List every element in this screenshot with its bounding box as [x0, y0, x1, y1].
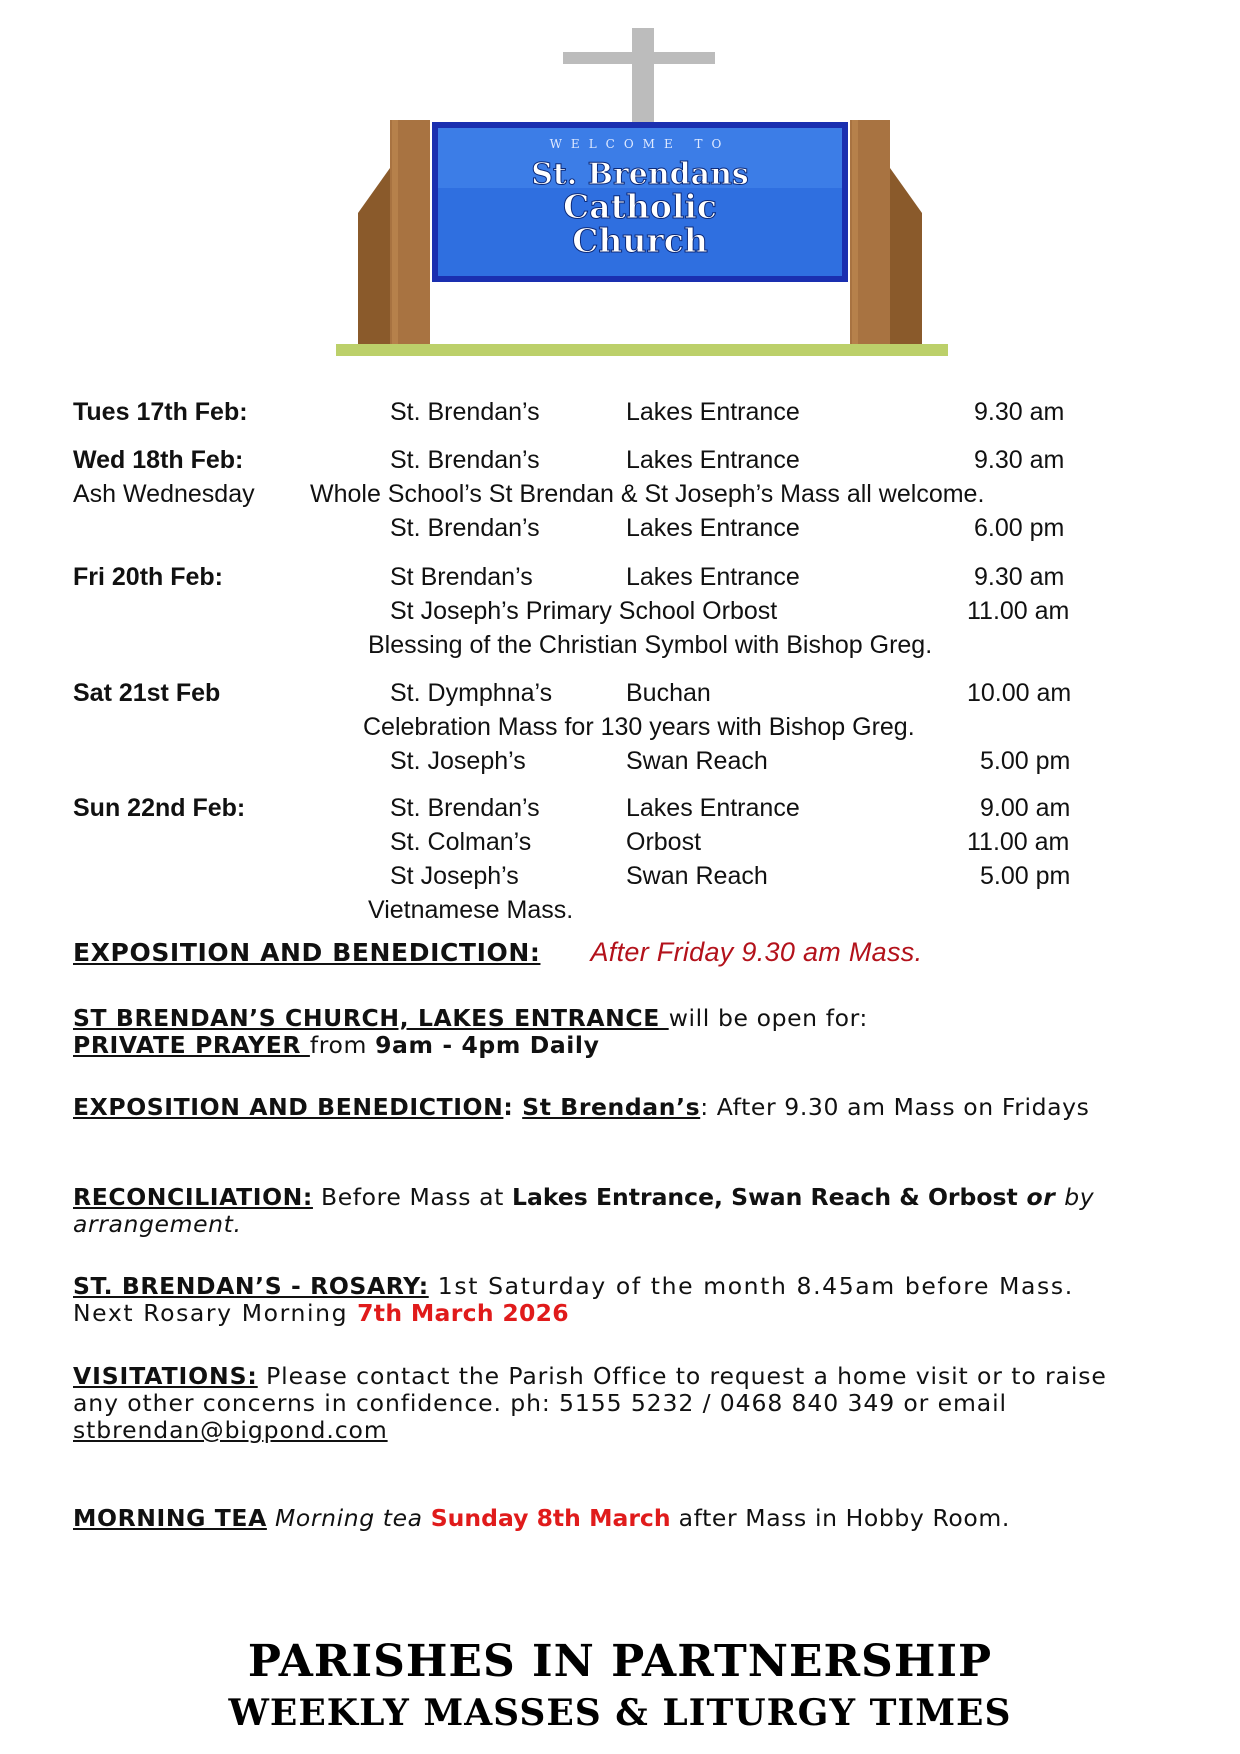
cross-horizontal — [563, 52, 715, 64]
schedule-place: Lakes Entrance — [626, 398, 800, 426]
email-link[interactable]: stbrendan@bigpond.com — [73, 1416, 388, 1444]
notice-heading: VISITATIONS: — [73, 1362, 258, 1390]
schedule-day: Tues 17th Feb: — [73, 398, 248, 426]
notice-heading: ST BRENDAN’S CHURCH, LAKES ENTRANCE — [73, 1004, 669, 1032]
schedule-feast: Ash Wednesday — [73, 480, 255, 508]
notice-morning-tea — [73, 1505, 1173, 1532]
sign-line3: Church — [572, 221, 708, 260]
schedule-place: Lakes Entrance — [626, 563, 800, 591]
schedule-time: 11.00 am — [967, 597, 1070, 625]
schedule-time: 5.00 pm — [980, 747, 1071, 775]
schedule-day: Sat 21st Feb — [73, 679, 221, 707]
schedule-church: St. Brendan’s — [390, 514, 540, 542]
schedule-church: St Brendan’s — [390, 563, 533, 591]
notice-heading: PRIVATE PRAYER — [73, 1031, 310, 1059]
schedule-church: St Joseph’s — [390, 862, 519, 890]
left-post-back — [358, 168, 390, 344]
schedule-time: 9.30 am — [974, 563, 1065, 591]
notice-rosary — [73, 1273, 1173, 1327]
notice-highlight: After Friday 9.30 am Mass. — [590, 937, 923, 967]
schedule-place: Orbost — [626, 828, 702, 856]
notice-heading: RECONCILIATION: — [73, 1183, 313, 1211]
schedule-time: 6.00 pm — [974, 514, 1065, 542]
schedule-church: St. Colman’s — [390, 828, 532, 856]
notice-text: Morning tea — [266, 1504, 431, 1532]
schedule-time: 9.00 am — [980, 794, 1071, 822]
notice-heading: EXPOSITION AND BENEDICTION: — [73, 938, 541, 967]
schedule-place: Swan Reach — [626, 862, 768, 890]
schedule-day: Wed 18th Feb: — [73, 446, 244, 474]
notice-text: will be open for: — [668, 1004, 868, 1032]
notice-reconciliation: RECONCILIATION: Before Mass at Lakes Entrance, Swan Reach & Orbost or by arrangement. — [73, 1183, 1095, 1238]
right-post-back — [890, 168, 922, 344]
schedule-place: Swan Reach — [626, 747, 768, 775]
schedule-time: 9.30 am — [974, 398, 1065, 426]
sign-welcome: WELCOME TO — [549, 137, 731, 151]
notice-text: Please contact the Parish Office to request a home visit or to raise any other concerns in confidence. ph: 5155 5232 / 0468 840 349 or email — [73, 1362, 1107, 1417]
schedule-time: 9.30 am — [974, 446, 1065, 474]
grass-strip — [336, 344, 948, 356]
notice-heading: MORNING TEA — [73, 1504, 267, 1532]
notice-heading: EXPOSITION AND BENEDICTION — [73, 1093, 504, 1121]
sign-line1: St. Brendans — [531, 157, 749, 192]
notice-place: St Brendan’s — [522, 1093, 701, 1121]
schedule-church: St. Brendan’s — [390, 446, 540, 474]
notice-visitations — [73, 1363, 1153, 1444]
schedule-place: Buchan — [626, 679, 711, 707]
schedule-day: Fri 20th Feb: — [73, 563, 224, 591]
schedule-church: St. Joseph’s — [390, 747, 526, 775]
church-sign-image — [330, 28, 950, 358]
schedule-note: Whole School’s St Brendan & St Joseph’s Mass all welcome. — [310, 480, 985, 508]
notice-exposition-friday — [73, 939, 1173, 966]
notice-heading: ST. BRENDAN’S - ROSARY: — [73, 1272, 429, 1300]
notice-text: Before Mass at — [312, 1183, 513, 1211]
footer-title: PARISHES IN PARTNERSHIP — [247, 1636, 993, 1687]
schedule-church: St. Dymphna’s — [390, 679, 553, 707]
tea-date: Sunday 8th March — [430, 1504, 671, 1532]
notice-text: after Mass in Hobby Room. — [670, 1504, 1010, 1532]
schedule-church: St Joseph’s Primary School Orbost — [390, 597, 778, 625]
notice-places: Lakes Entrance, Swan Reach & Orbost — [512, 1183, 1018, 1211]
rosary-date: 7th March 2026 — [357, 1299, 569, 1327]
schedule-day: Sun 22nd Feb: — [73, 794, 246, 822]
notice-times: 9am - 4pm Daily — [375, 1031, 600, 1059]
schedule-place: Lakes Entrance — [626, 514, 800, 542]
schedule-time: 11.00 am — [967, 828, 1070, 856]
schedule-place: Lakes Entrance — [626, 794, 800, 822]
notice-text: by arrangement. — [73, 1183, 1095, 1238]
notice-text: from — [309, 1031, 376, 1059]
schedule-note: Celebration Mass for 130 years with Bishop Greg. — [363, 713, 915, 741]
schedule-church: St. Brendan’s — [390, 398, 540, 426]
notice-exposition-brendans: EXPOSITION AND BENEDICTION: St Brendan’s: After 9.30 am Mass on Fridays — [73, 1093, 1090, 1121]
sign-line2: Catholic — [562, 187, 718, 226]
notice-text: : After 9.30 am Mass on Fridays — [700, 1093, 1090, 1121]
schedule-note: Blessing of the Christian Symbol with Bishop Greg. — [368, 631, 933, 659]
footer-subtitle: WEEKLY MASSES & LITURGY TIMES — [228, 1692, 1012, 1734]
schedule-time: 10.00 am — [967, 679, 1072, 707]
cross-vertical — [632, 28, 654, 123]
schedule-church: St. Brendan’s — [390, 794, 540, 822]
schedule-note: Vietnamese Mass. — [368, 896, 574, 924]
schedule-place: Lakes Entrance — [626, 446, 800, 474]
notice-text: 1st Saturday of the month 8.45am before Mass. — [428, 1272, 1074, 1300]
schedule-time: 5.00 pm — [980, 862, 1071, 890]
notice-church-open — [73, 1005, 1173, 1059]
notice-text: Next Rosary Morning — [73, 1299, 358, 1327]
